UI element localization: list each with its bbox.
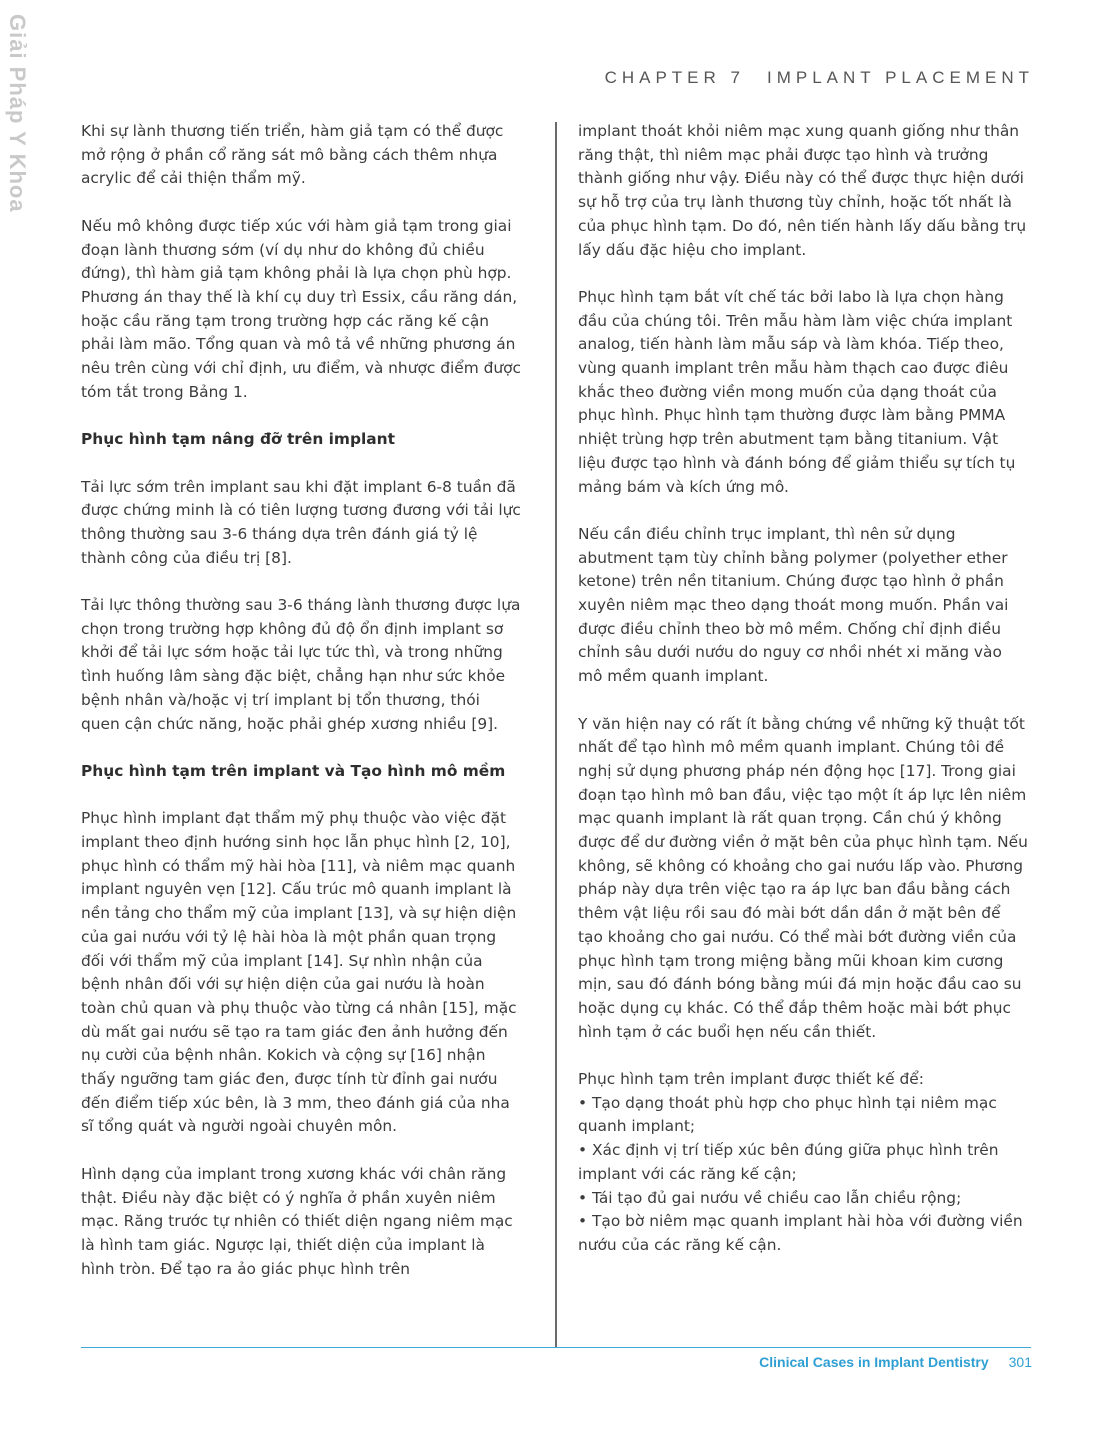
list-item: • Tạo dạng thoát phù hợp cho phục hình tại niêm mạc quanh implant; [578, 1092, 1030, 1139]
paragraph: implant thoát khỏi niêm mạc xung quanh giống như thân răng thật, thì niêm mạc phải được tạo hình và trưởng thành giống như vậy. Điều này có thể được thực hiện dưới sự hỗ trợ của trụ lành thương tùy chỉnh, hoặc tốt nhất là của phục hình tạm. Do đó, nên tiến hành lấy dấu bằng trụ lấy dấu đặc hiệu cho implant. [578, 122, 1027, 259]
chapter-number: CHAPTER 7 [604, 68, 745, 87]
list-intro: Phục hình tạm trên implant được thiết kế để: [578, 1070, 924, 1089]
list-item: • Tạo bờ niêm mạc quanh implant hài hòa với đường viền nướu của các răng kế cận. [578, 1210, 1030, 1257]
chapter-header [605, 68, 1034, 88]
paragraph: Tải lực sớm trên implant sau khi đặt implant 6-8 tuần đã được chứng minh là có tiên lượng tương đương với tải lực thông thường sau 3-6 tháng dựa trên đánh giá tỷ lệ thành công của điều trị [8]. [81, 477, 521, 567]
section-heading: Phục hình tạm trên implant và Tạo hình mô mềm [81, 761, 506, 780]
paragraph: Tải lực thông thường sau 3-6 tháng lành thương được lựa chọn trong trường hợp không đủ độ ổn định implant sơ khởi để tải lực sớm hoặc tải lực tức thì, và trong những tình huống lâm sàng đặc biệt, chẳng hạn như sức khỏe bệnh nhân và/hoặc vị trí implant bị tổn thương, thói quen cận chức năng, hoặc phải ghép xương nhiều [9]. [81, 596, 521, 733]
page-footer [759, 1354, 1032, 1370]
paragraph: Phục hình tạm bắt vít chế tác bởi labo là lựa chọn hàng đầu của chúng tôi. Trên mẫu hàm làm việc chứa implant analog, tiến hành làm mẫu sáp và làm khóa. Tiếp theo, vùng quanh implant trên mẫu hàm thạch cao được điêu khắc theo đường viền mong muốn của dạng thoát của phục hình. Phục hình tạm thường được làm bằng PMMA nhiệt trùng hợp trên abutment tạm bằng titanium. Vật liệu được tạo hình và đánh bóng để giảm thiểu sự tích tụ mảng bám và kích ứng mô. [578, 287, 1016, 496]
page-number: 301 [1008, 1354, 1032, 1370]
footer-rule [81, 1347, 1031, 1348]
chapter-title: IMPLANT PLACEMENT [766, 68, 1034, 87]
paragraph: Y văn hiện nay có rất ít bằng chứng về những kỹ thuật tốt nhất để tạo hình mô mềm quanh implant. Chúng tôi đề nghị sử dụng phương pháp nén động học [17]. Trong giai đoạn tạo hình mô ban đầu, việc tạo một ít áp lực lên niêm mạc quanh implant là rất quan trọng. Cần chú ý không được để dư đường viền ở mặt bên của phục hình tạm. Nếu không, sẽ không có khoảng cho gai nướu lấp vào. Phương pháp này dựa trên việc tạo ra áp lực ban đầu bằng cách thêm vật liệu rồi sau đó mài bớt dần dần ở mặt bên để tạo khoảng cho gai nướu. Có thể mài bớt đường viền của phục hình tạm trong miệng bằng mũi khoan kim cương mịn, sau đó đánh bóng bằng múi đá mịn hoặc đầu cao su hoặc dụng cụ khác. Có thể đắp thêm hoặc mài bớt phục hình tạm ở các buổi hẹn nếu cần thiết. [578, 714, 1028, 1041]
paragraph: Khi sự lành thương tiến triển, hàm giả tạm có thể được mở rộng ở phần cổ răng sát mô bằng cách thêm nhựa acrylic để cải thiện thẩm mỹ. [81, 122, 504, 188]
paragraph: Hình dạng của implant trong xương khác với chân răng thật. Điều này đặc biệt có ý nghĩa ở phần xuyên niêm mạc. Răng trước tự nhiên có thiết diện ngang niêm mạc là hình tam giác. Ngược lại, thiết diện của implant là hình tròn. Để tạo ra ảo giác phục hình trên [81, 1164, 513, 1278]
paragraph: Nếu mô không được tiếp xúc với hàm giả tạm trong giai đoạn lành thương sớm (ví dụ như do không đủ chiều đứng), thì hàm giả tạm không phải là lựa chọn phù hợp. Phương án thay thế là khí cụ duy trì Essix, cầu răng dán, hoặc cầu răng tạm trong trường hợp các răng kế cận phải làm mão. Tổng quan và mô tả về những phương án nêu trên cùng với chỉ định, ưu điểm, và nhược điểm được tóm tắt trong Bảng 1. [81, 216, 522, 401]
paragraph: Phục hình implant đạt thẩm mỹ phụ thuộc vào việc đặt implant theo định hướng sinh học lẫn phục hình [2, 10], phục hình có thẩm mỹ hài hòa [11], và niêm mạc quanh implant nguyên vẹn [12]. Cấu trúc mô quanh implant là nền tảng cho thẩm mỹ của implant [13], và sự hiện diện của gai nướu với tỷ lệ hài hòa là một phần quan trọng đối với thẩm mỹ của implant [14]. Sự nhìn nhận của bệnh nhân đối với sự hiện diện của gai nướu là hoàn toàn chủ quan và phụ thuộc vào từng cá nhân [15], mặc dù mất gai nướu sẽ tạo ra tam giác đen ảnh hưởng đến nụ cười của bệnh nhân. Kokich và cộng sự [16] nhận thấy ngưỡng tam giác đen, được tính từ đỉnh gai nướu đến điểm tiếp xúc bên, là 3 mm, theo đánh giá của nha sĩ tổng quát và người ngoài chuyên môn. [81, 809, 517, 1136]
bullet-list [578, 1092, 1030, 1258]
right-column [578, 120, 1030, 1258]
list-item: • Tái tạo đủ gai nướu về chiều cao lẫn chiều rộng; [578, 1187, 1030, 1211]
watermark-text: Giải Pháp Y Khoa [5, 14, 30, 213]
left-column [81, 120, 521, 1305]
column-divider [555, 122, 557, 1347]
paragraph: Nếu cần điều chỉnh trục implant, thì nên sử dụng abutment tạm tùy chỉnh bằng polymer (polyether ether ketone) trên nền titanium. Chúng được tạo hình ở phần xuyên niêm mạc theo dạng thoát mong muốn. Phần vai được điều chỉnh theo bờ mô mềm. Chống chỉ định điều chỉnh sâu dưới nướu do nguy cơ nhồi nhét xi măng vào mô mềm quanh implant. [578, 524, 1009, 686]
list-item: • Xác định vị trí tiếp xúc bên đúng giữa phục hình trên implant với các răng kế cận; [578, 1139, 1030, 1186]
book-title: Clinical Cases in Implant Dentistry [759, 1354, 989, 1370]
section-heading: Phục hình tạm nâng đỡ trên implant [81, 430, 395, 449]
